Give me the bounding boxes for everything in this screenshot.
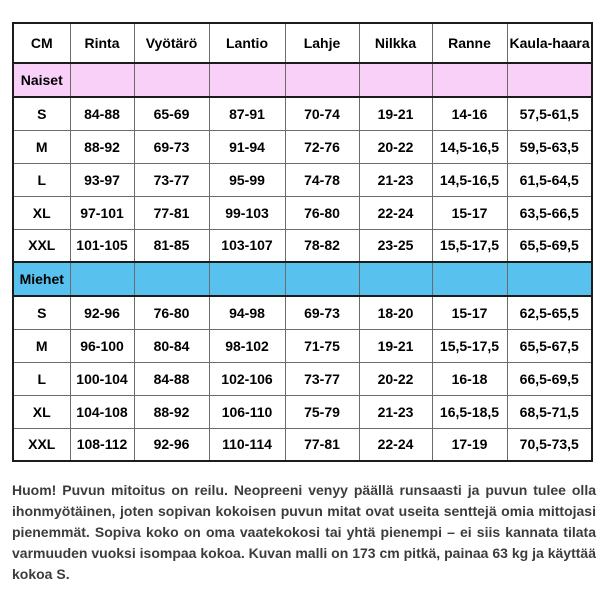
measurement-cell: 66,5-69,5 (507, 362, 592, 395)
measurement-cell: 70,5-73,5 (507, 428, 592, 461)
section-empty-cell (209, 63, 285, 97)
measurement-cell: 20-22 (359, 130, 432, 163)
header-cell: Kaula-haara (507, 23, 592, 63)
measurement-cell: 110-114 (209, 428, 285, 461)
measurement-cell: 22-24 (359, 196, 432, 229)
header-row (13, 23, 592, 63)
section-empty-cell (432, 63, 507, 97)
section-empty-cell (134, 63, 209, 97)
measurement-cell: 15,5-17,5 (432, 229, 507, 262)
measurement-cell: 81-85 (134, 229, 209, 262)
section-row-naiset (13, 63, 592, 97)
measurement-cell: 100-104 (70, 362, 134, 395)
measurement-cell: 74-78 (285, 163, 359, 196)
section-label: Miehet (13, 262, 70, 296)
table-row (13, 395, 592, 428)
size-cell: L (13, 362, 70, 395)
section-row-miehet (13, 262, 592, 296)
measurement-cell: 84-88 (134, 362, 209, 395)
size-cell: M (13, 130, 70, 163)
measurement-cell: 14,5-16,5 (432, 130, 507, 163)
size-cell: XL (13, 395, 70, 428)
table-row (13, 130, 592, 163)
measurement-cell: 19-21 (359, 97, 432, 130)
measurement-cell: 18-20 (359, 296, 432, 329)
measurement-cell: 69-73 (134, 130, 209, 163)
measurement-cell: 92-96 (70, 296, 134, 329)
header-cell: Nilkka (359, 23, 432, 63)
fit-note-text: Huom! Puvun mitoitus on reilu. Neopreeni venyy päällä runsaasti ja puvun tulee olla ihonmyötäinen, joten sopivan kokoisen puvun mitat ovat useita senttejä omia mittojasi pienemmät. Sopiva koko on oma vaatekokosi tai yhtä pienempi – ei siis kannata tilata varmuuden vuoksi isompaa kokoa. Kuvan malli on 173 cm pitkä, painaa 63 kg ja käyttää kokoa S. (12, 482, 596, 582)
measurement-cell: 91-94 (209, 130, 285, 163)
measurement-cell: 96-100 (70, 329, 134, 362)
measurement-cell: 15,5-17,5 (432, 329, 507, 362)
measurement-cell: 21-23 (359, 163, 432, 196)
measurement-cell: 65,5-67,5 (507, 329, 592, 362)
size-cell: XXL (13, 229, 70, 262)
measurement-cell: 68,5-71,5 (507, 395, 592, 428)
table-row (13, 296, 592, 329)
measurement-cell: 106-110 (209, 395, 285, 428)
measurement-cell: 103-107 (209, 229, 285, 262)
measurement-cell: 92-96 (134, 428, 209, 461)
measurement-cell: 88-92 (134, 395, 209, 428)
measurement-cell: 71-75 (285, 329, 359, 362)
measurement-cell: 75-79 (285, 395, 359, 428)
measurement-cell: 108-112 (70, 428, 134, 461)
table-row (13, 428, 592, 461)
measurement-cell: 77-81 (285, 428, 359, 461)
measurement-cell: 14,5-16,5 (432, 163, 507, 196)
header-cell: Rinta (70, 23, 134, 63)
measurement-cell: 84-88 (70, 97, 134, 130)
measurement-cell: 94-98 (209, 296, 285, 329)
table-row (13, 329, 592, 362)
size-chart-table (12, 22, 593, 462)
table-row (13, 97, 592, 130)
section-empty-cell (285, 262, 359, 296)
measurement-cell: 15-17 (432, 196, 507, 229)
size-cell: L (13, 163, 70, 196)
measurement-cell: 15-17 (432, 296, 507, 329)
measurement-cell: 22-24 (359, 428, 432, 461)
measurement-cell: 20-22 (359, 362, 432, 395)
measurement-cell: 59,5-63,5 (507, 130, 592, 163)
size-cell: S (13, 296, 70, 329)
measurement-cell: 19-21 (359, 329, 432, 362)
measurement-cell: 70-74 (285, 97, 359, 130)
measurement-cell: 76-80 (134, 296, 209, 329)
table-row (13, 362, 592, 395)
header-cell: Lantio (209, 23, 285, 63)
header-cell: Lahje (285, 23, 359, 63)
section-empty-cell (359, 63, 432, 97)
size-cell: XXL (13, 428, 70, 461)
measurement-cell: 16-18 (432, 362, 507, 395)
table-row (13, 196, 592, 229)
table-row (13, 229, 592, 262)
measurement-cell: 104-108 (70, 395, 134, 428)
measurement-cell: 73-77 (285, 362, 359, 395)
section-empty-cell (285, 63, 359, 97)
measurement-cell: 78-82 (285, 229, 359, 262)
header-cell: CM (13, 23, 70, 63)
measurement-cell: 16,5-18,5 (432, 395, 507, 428)
measurement-cell: 23-25 (359, 229, 432, 262)
table-row (13, 163, 592, 196)
measurement-cell: 101-105 (70, 229, 134, 262)
measurement-cell: 97-101 (70, 196, 134, 229)
section-empty-cell (209, 262, 285, 296)
measurement-cell: 88-92 (70, 130, 134, 163)
header-cell: Ranne (432, 23, 507, 63)
section-empty-cell (507, 63, 592, 97)
section-label: Naiset (13, 63, 70, 97)
measurement-cell: 80-84 (134, 329, 209, 362)
measurement-cell: 99-103 (209, 196, 285, 229)
measurement-cell: 61,5-64,5 (507, 163, 592, 196)
size-cell: XL (13, 196, 70, 229)
measurement-cell: 65,5-69,5 (507, 229, 592, 262)
section-empty-cell (70, 63, 134, 97)
measurement-cell: 72-76 (285, 130, 359, 163)
measurement-cell: 63,5-66,5 (507, 196, 592, 229)
size-cell: S (13, 97, 70, 130)
measurement-cell: 76-80 (285, 196, 359, 229)
measurement-cell: 62,5-65,5 (507, 296, 592, 329)
measurement-cell: 87-91 (209, 97, 285, 130)
measurement-cell: 95-99 (209, 163, 285, 196)
measurement-cell: 93-97 (70, 163, 134, 196)
measurement-cell: 57,5-61,5 (507, 97, 592, 130)
measurement-cell: 17-19 (432, 428, 507, 461)
measurement-cell: 73-77 (134, 163, 209, 196)
section-empty-cell (134, 262, 209, 296)
measurement-cell: 21-23 (359, 395, 432, 428)
section-empty-cell (359, 262, 432, 296)
measurement-cell: 65-69 (134, 97, 209, 130)
measurement-cell: 102-106 (209, 362, 285, 395)
measurement-cell: 77-81 (134, 196, 209, 229)
measurement-cell: 14-16 (432, 97, 507, 130)
measurement-cell: 69-73 (285, 296, 359, 329)
header-cell: Vyötärö (134, 23, 209, 63)
section-empty-cell (70, 262, 134, 296)
size-cell: M (13, 329, 70, 362)
section-empty-cell (432, 262, 507, 296)
section-empty-cell (507, 262, 592, 296)
measurement-cell: 98-102 (209, 329, 285, 362)
